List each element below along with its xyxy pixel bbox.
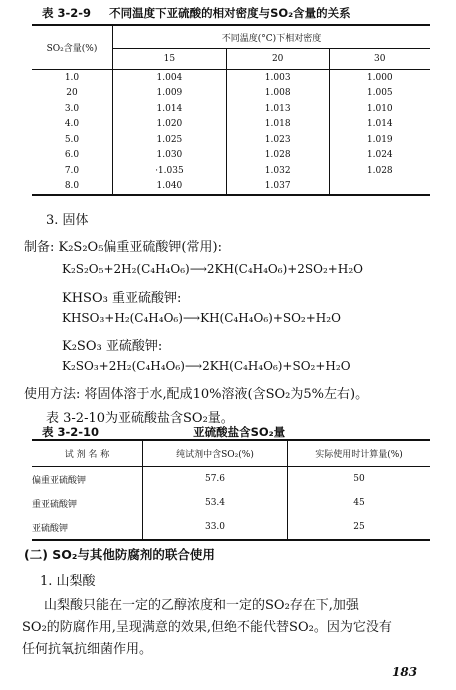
table-cell: 偏重亚硫酸钾 xyxy=(32,475,87,486)
table2-header: 纯试剂中含SO₂(%) xyxy=(143,440,288,467)
table-cell: 20 xyxy=(66,88,78,99)
table1-caption xyxy=(42,5,351,21)
table1-col0-header: SO₂含量(%) xyxy=(32,25,113,70)
table2-caption-title: 亚硫酸盐含SO₂量 xyxy=(193,425,286,439)
table-cell: 1.023 xyxy=(226,132,329,148)
table-row xyxy=(32,86,430,102)
table-reference: 表 3-2-10为亚硫酸盐含SO₂量。 xyxy=(46,411,234,426)
paragraph-line: SO₂的防腐作用,呈现满意的效果,但绝不能代替SO₂。因为它没有 xyxy=(22,620,392,635)
table-cell: 1.018 xyxy=(226,117,329,133)
k2so3-line: K₂SO₃ 亚硫酸钾: xyxy=(62,339,163,354)
table2-header: 实际使用时计算量(%) xyxy=(288,440,431,467)
table1-group-header: 不同温度(°C)下相对密度 xyxy=(113,25,431,49)
prep-line: 制备: K₂S₂O₅偏重亚硫酸钾(常用): xyxy=(24,240,222,255)
table-cell: 33.0 xyxy=(143,515,288,540)
table-cell: 1.014 xyxy=(113,101,227,117)
section-b-heading: (二) SO₂与其他防腐剂的联合使用 xyxy=(24,547,215,562)
table1-caption-number: 表 3-2-9 xyxy=(42,6,92,20)
table-cell: 50 xyxy=(288,467,431,492)
table-row xyxy=(32,148,430,164)
table2-header-row xyxy=(32,440,430,467)
table-cell: 1.014 xyxy=(329,117,430,133)
table-row xyxy=(32,491,430,515)
table2 xyxy=(32,439,430,541)
table-cell: 1.004 xyxy=(113,70,227,86)
table-cell: 1.005 xyxy=(329,86,430,102)
table-cell: 7.0 xyxy=(64,165,80,176)
table2-header: 试 剂 名 称 xyxy=(32,440,143,467)
table-cell: 3.0 xyxy=(64,103,80,114)
table2-caption xyxy=(42,424,285,440)
table-row xyxy=(32,515,430,540)
table-row xyxy=(32,70,430,86)
equation-1: K₂S₂O₅+2H₂(C₄H₄O₆)⟶2KH(C₄H₄O₆)+2SO₂+H₂O xyxy=(62,262,363,276)
table1-temp-header: 20 xyxy=(226,49,329,70)
equation-2: KHSO₃+H₂(C₄H₄O₆)⟶KH(C₄H₄O₆)+SO₂+H₂O xyxy=(62,311,341,325)
table1-temp-header: 30 xyxy=(329,49,430,70)
table-row xyxy=(32,179,430,196)
table-cell: 1.032 xyxy=(226,163,329,179)
table-cell: 1.024 xyxy=(329,148,430,164)
table-cell: ·1.035 xyxy=(113,163,227,179)
table-row xyxy=(32,132,430,148)
khso3-line: KHSO₃ 重亚硫酸钾: xyxy=(62,291,182,306)
table-cell: 1.028 xyxy=(329,163,430,179)
table-cell: 45 xyxy=(288,491,431,515)
table-cell: 1.030 xyxy=(113,148,227,164)
section-heading: 3. 固体 xyxy=(46,213,89,228)
table-cell: 1.025 xyxy=(113,132,227,148)
table-cell: 1.013 xyxy=(226,101,329,117)
table-row xyxy=(32,163,430,179)
table-cell: 亚硫酸钾 xyxy=(32,515,143,540)
table1 xyxy=(32,24,430,196)
subheading-sorbic-acid: 1. 山梨酸 xyxy=(40,574,96,589)
table-cell: 1.000 xyxy=(329,70,430,86)
paragraph-line: 任何抗氧抗细菌作用。 xyxy=(22,642,153,657)
table-cell: 8.0 xyxy=(32,179,113,196)
table-cell: 1.009 xyxy=(113,86,227,102)
table-cell: 1.020 xyxy=(113,117,227,133)
table-cell: 1.028 xyxy=(226,148,329,164)
table-cell: 1.003 xyxy=(226,70,329,86)
usage-line: 使用方法: 将固体溶于水,配成10%溶液(含SO₂为5%左右)。 xyxy=(24,387,369,402)
table-row xyxy=(32,117,430,133)
table1-body xyxy=(32,70,430,196)
table-cell: 53.4 xyxy=(143,491,288,515)
table-cell: 1.037 xyxy=(226,179,329,196)
table-cell: 6.0 xyxy=(64,150,80,161)
table-cell: 1.008 xyxy=(226,86,329,102)
table-cell: 重亚硫酸钾 xyxy=(32,499,78,510)
table-cell: 1.040 xyxy=(113,179,227,196)
table-cell: 1.010 xyxy=(329,101,430,117)
table-row xyxy=(32,467,430,492)
paragraph-line: 山梨酸只能在一定的乙醇浓度和一定的SO₂存在下,加强 xyxy=(44,598,359,613)
table-cell xyxy=(329,179,430,196)
table-cell: 4.0 xyxy=(64,119,80,130)
equation-3: K₂SO₃+2H₂(C₄H₄O₆)⟶2KH(C₄H₄O₆)+SO₂+H₂O xyxy=(62,359,351,373)
table-cell: 5.0 xyxy=(64,134,80,145)
table-cell: 25 xyxy=(288,515,431,540)
table1-temp-header: 15 xyxy=(113,49,227,70)
table-row xyxy=(32,101,430,117)
table1-caption-title: 不同温度下亚硫酸的相对密度与SO₂含量的关系 xyxy=(109,6,351,20)
table-cell: 1.019 xyxy=(329,132,430,148)
table-cell: 1.0 xyxy=(64,72,80,83)
table2-caption-number: 表 3-2-10 xyxy=(42,425,100,439)
table-cell: 57.6 xyxy=(143,467,288,492)
page-number: 183 xyxy=(392,665,418,679)
